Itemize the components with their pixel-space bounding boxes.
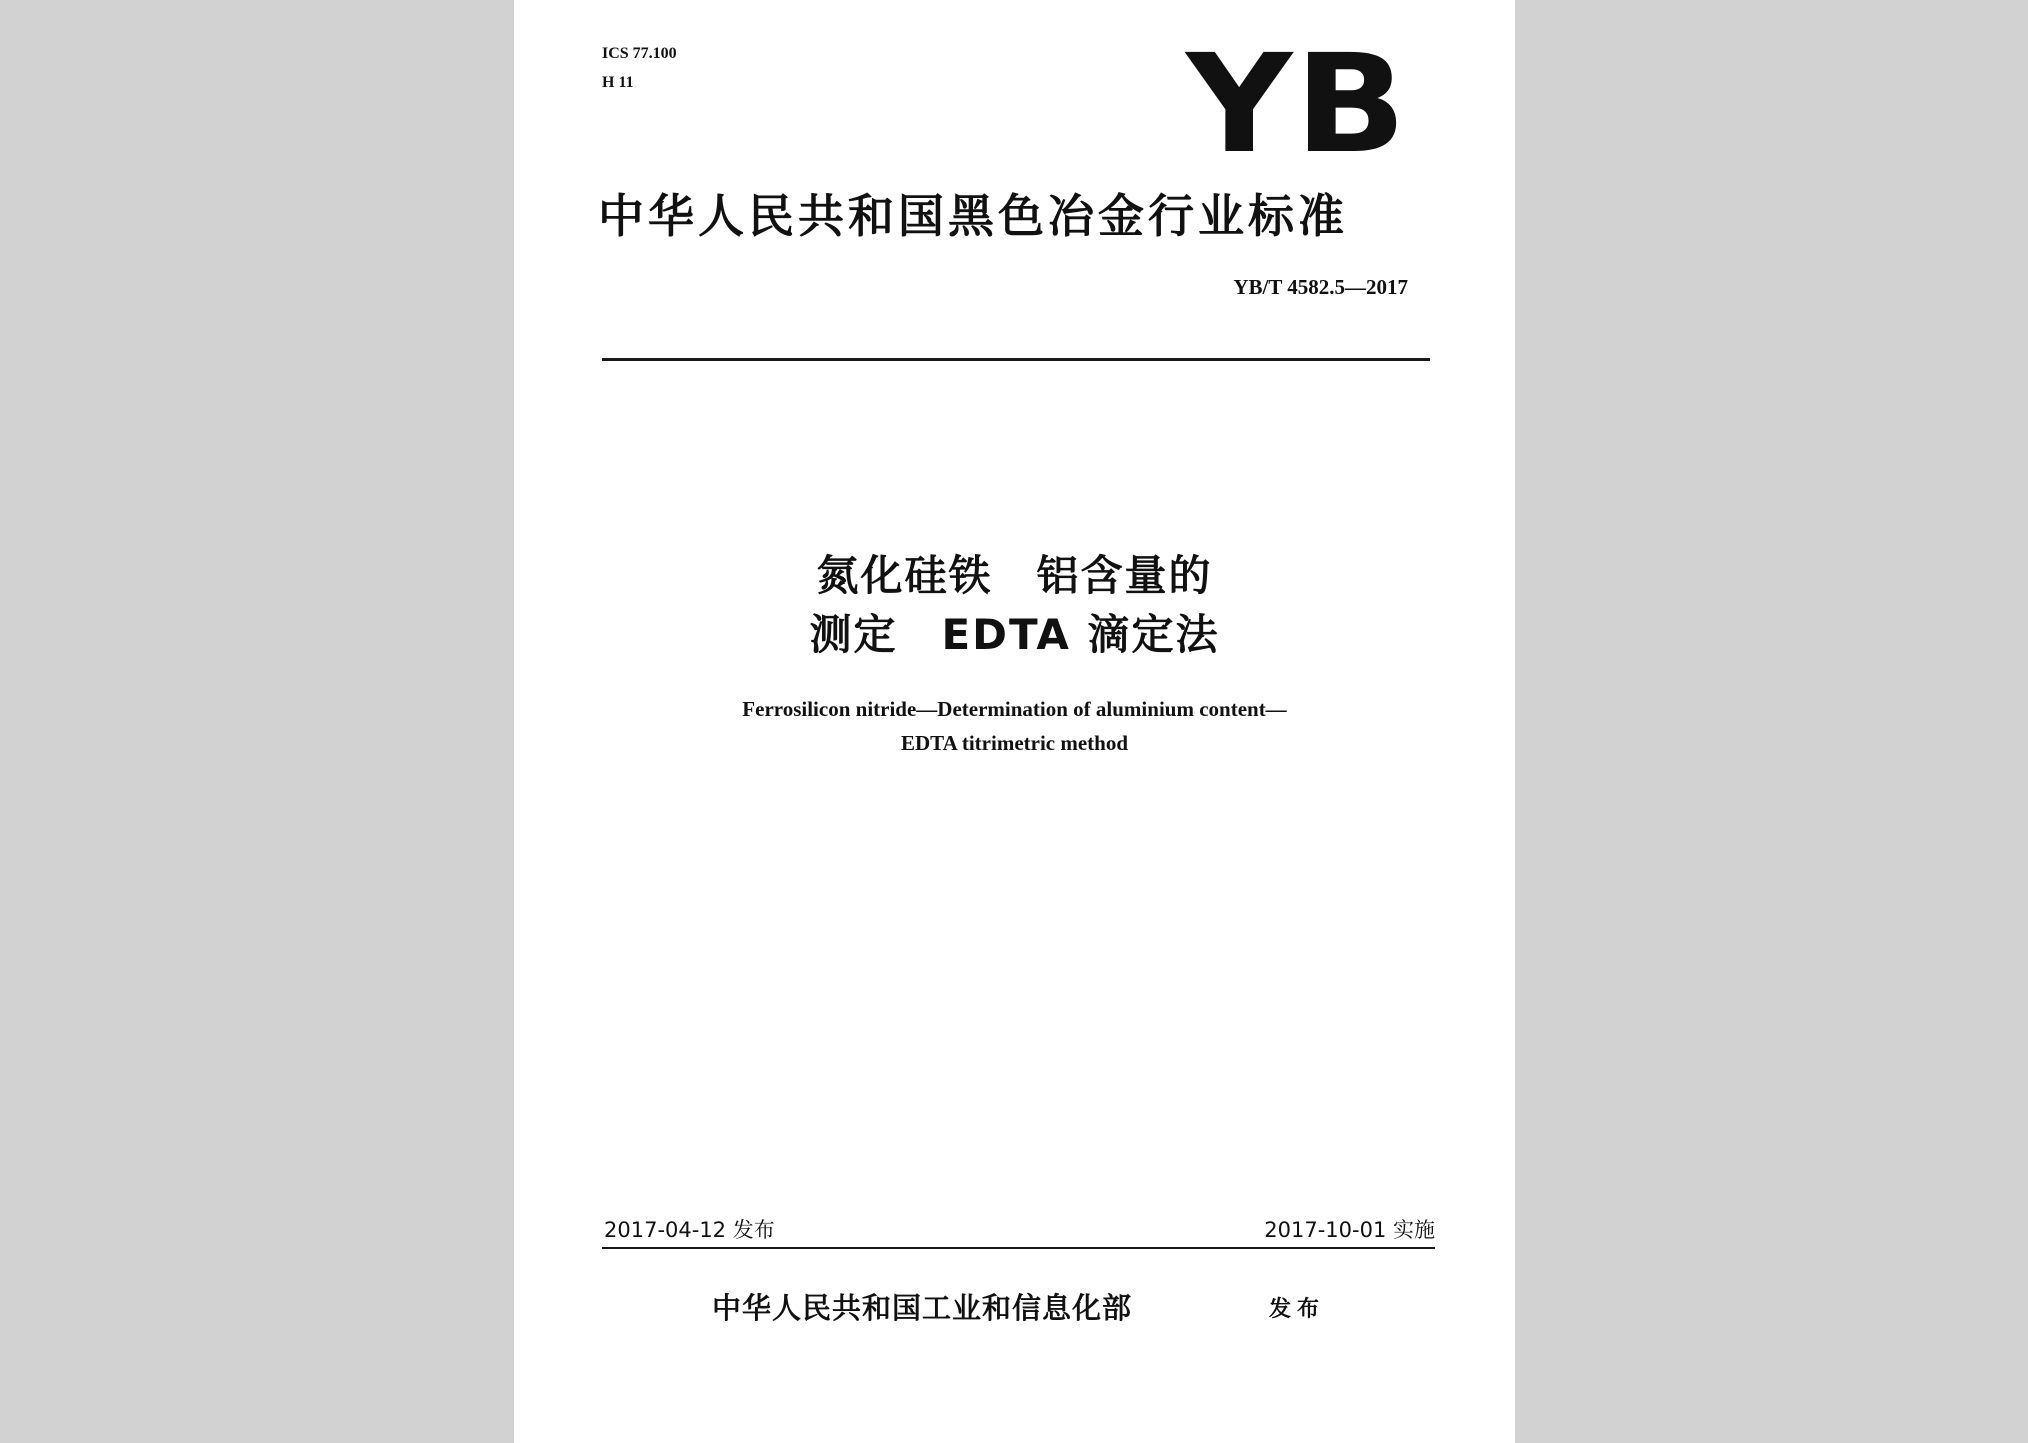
issuing-authority: 中华人民共和国工业和信息化部: [712, 1291, 1133, 1325]
ccs-classification: H 11: [602, 74, 634, 91]
standard-category-title: 中华人民共和国黑色冶金行业标准: [598, 189, 1348, 243]
standard-cover-page: [514, 0, 1515, 1443]
issuing-action: 发布: [1269, 1297, 1326, 1322]
ics-classification: ICS 77.100: [602, 45, 677, 62]
implementation-date: 2017-10-01 实施: [1264, 1218, 1435, 1242]
chinese-title-line-2: 测定 EDTA 滴定法: [809, 610, 1220, 659]
footer-divider: [602, 1247, 1435, 1249]
header-divider: [602, 358, 1430, 361]
chinese-title-line-1: 氮化硅铁 铝含量的: [816, 551, 1213, 600]
standard-number: YB/T 4582.5—2017: [1233, 275, 1408, 299]
issue-date: 2017-04-12 发布: [604, 1218, 775, 1242]
english-title-line-2: EDTA titrimetric method: [900, 731, 1129, 755]
english-title-line-1: Ferrosilicon nitride—Determination of aluminium content—: [742, 697, 1287, 721]
yb-logo: YB: [1186, 26, 1409, 184]
